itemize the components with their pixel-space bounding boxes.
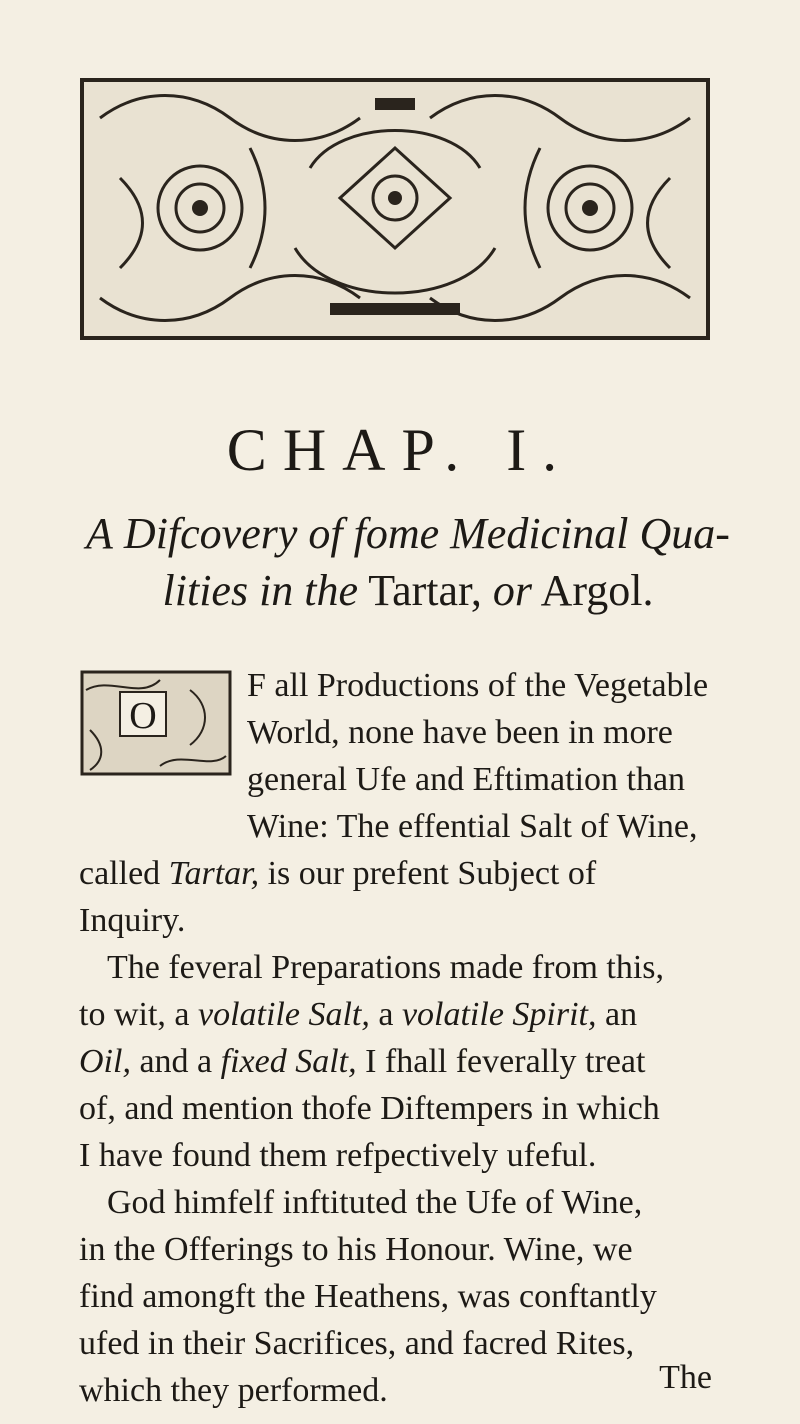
text-line: called Tartar, is our prefent Subject of [79, 855, 597, 892]
title-or: or [492, 566, 533, 615]
text-line: of, and mention thofe Diftempers in which [79, 1090, 660, 1127]
catchword: The [659, 1359, 712, 1396]
text-line: I have found them refpectively ufeful. [79, 1137, 597, 1174]
text-line: World, none have been in more [247, 714, 673, 751]
text-line: Oil, and a fixed Salt, I fhall feverally treat [79, 1043, 646, 1080]
text-line: The feveral Preparations made from this, [107, 949, 665, 986]
body-text [79, 662, 753, 1414]
text-line: God himfelf inftituted the Ufe of Wine, [107, 1184, 643, 1221]
title-article: A [86, 509, 113, 558]
text-line: to wit, a volatile Salt, a volatile Spirit, an [79, 996, 638, 1033]
text-line: find amongft the Heathens, was conftantly [79, 1278, 657, 1315]
text-line: F all Productions of the Vegetable [247, 667, 709, 704]
text-line: general Ufe and Eftimation than [247, 761, 686, 798]
text-line: which they performed. [79, 1372, 388, 1409]
title-line1: Difcovery of fome Medicinal Qua- [123, 509, 730, 558]
text-line: ufed in their Sacrifices, and facred Rites, [79, 1325, 635, 1362]
chapter-heading: CHAP. I. [226, 417, 574, 483]
ornamental-headpiece [80, 78, 710, 340]
title-line2: lities in the [162, 566, 359, 615]
text-line: Wine: The effential Salt of Wine, [247, 808, 698, 845]
text-line: Inquiry. [79, 902, 186, 939]
title-tartar: Tartar, [368, 566, 482, 615]
title-argol: Argol. [540, 566, 654, 615]
text-line: in the Offerings to his Honour. Wine, we [79, 1231, 633, 1268]
chapter-title [58, 505, 758, 619]
svg-text:O: O [129, 695, 157, 737]
